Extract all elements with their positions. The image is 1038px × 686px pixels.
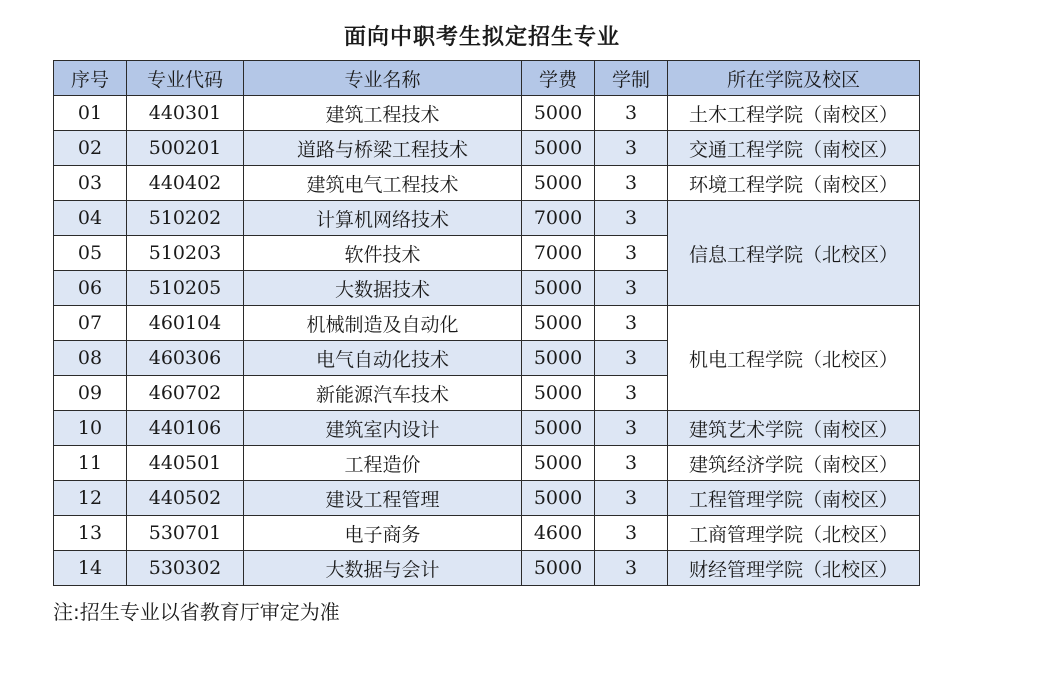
table-row [54, 551, 920, 586]
header-college-campus: 所在学院及校区 [668, 61, 920, 96]
cell-college-campus: 工程管理学院（南校区） [668, 481, 920, 516]
cell-major-name: 建筑室内设计 [244, 411, 522, 446]
cell-tuition: 5000 [522, 271, 595, 306]
cell-duration: 3 [595, 411, 668, 446]
cell-serial-number: 05 [54, 236, 127, 271]
cell-major-name: 大数据技术 [244, 271, 522, 306]
table-row [54, 96, 920, 131]
table-row [54, 306, 920, 341]
cell-serial-number: 08 [54, 341, 127, 376]
cell-major-code: 460104 [127, 306, 244, 341]
table-row [54, 446, 920, 481]
cell-duration: 3 [595, 236, 668, 271]
cell-duration: 3 [595, 131, 668, 166]
cell-tuition: 7000 [522, 236, 595, 271]
cell-tuition: 7000 [522, 201, 595, 236]
cell-major-name: 电气自动化技术 [244, 341, 522, 376]
cell-tuition: 5000 [522, 306, 595, 341]
cell-major-name: 大数据与会计 [244, 551, 522, 586]
cell-tuition: 5000 [522, 411, 595, 446]
cell-college-campus: 土木工程学院（南校区） [668, 96, 920, 131]
cell-duration: 3 [595, 446, 668, 481]
cell-serial-number: 10 [54, 411, 127, 446]
cell-tuition: 5000 [522, 341, 595, 376]
table-header-row [54, 61, 920, 96]
cell-major-code: 510203 [127, 236, 244, 271]
majors-table [53, 60, 920, 586]
cell-tuition: 5000 [522, 376, 595, 411]
cell-major-code: 530302 [127, 551, 244, 586]
cell-college-campus: 机电工程学院（北校区） [668, 306, 920, 411]
cell-major-name: 电子商务 [244, 516, 522, 551]
header-serial-number: 序号 [54, 61, 127, 96]
cell-duration: 3 [595, 271, 668, 306]
cell-serial-number: 06 [54, 271, 127, 306]
cell-duration: 3 [595, 201, 668, 236]
cell-college-campus: 财经管理学院（北校区） [668, 551, 920, 586]
cell-tuition: 5000 [522, 166, 595, 201]
cell-major-name: 道路与桥梁工程技术 [244, 131, 522, 166]
cell-major-code: 500201 [127, 131, 244, 166]
table-row [54, 131, 920, 166]
cell-major-name: 软件技术 [244, 236, 522, 271]
cell-duration: 3 [595, 166, 668, 201]
cell-duration: 3 [595, 341, 668, 376]
cell-college-campus: 交通工程学院（南校区） [668, 131, 920, 166]
cell-duration: 3 [595, 96, 668, 131]
cell-tuition: 5000 [522, 96, 595, 131]
cell-major-name: 建筑工程技术 [244, 96, 522, 131]
cell-major-code: 460306 [127, 341, 244, 376]
cell-college-campus: 建筑经济学院（南校区） [668, 446, 920, 481]
cell-major-name: 新能源汽车技术 [244, 376, 522, 411]
cell-serial-number: 14 [54, 551, 127, 586]
cell-major-code: 510205 [127, 271, 244, 306]
cell-tuition: 4600 [522, 516, 595, 551]
header-major-name: 专业名称 [244, 61, 522, 96]
cell-major-code: 440106 [127, 411, 244, 446]
cell-major-name: 机械制造及自动化 [244, 306, 522, 341]
cell-serial-number: 01 [54, 96, 127, 131]
cell-major-name: 计算机网络技术 [244, 201, 522, 236]
cell-major-name: 建设工程管理 [244, 481, 522, 516]
cell-tuition: 5000 [522, 551, 595, 586]
cell-serial-number: 12 [54, 481, 127, 516]
cell-duration: 3 [595, 516, 668, 551]
cell-major-code: 440502 [127, 481, 244, 516]
cell-major-code: 440301 [127, 96, 244, 131]
cell-college-campus: 工商管理学院（北校区） [668, 516, 920, 551]
cell-major-code: 440501 [127, 446, 244, 481]
cell-serial-number: 11 [54, 446, 127, 481]
header-duration: 学制 [595, 61, 668, 96]
cell-duration: 3 [595, 481, 668, 516]
cell-duration: 3 [595, 306, 668, 341]
cell-duration: 3 [595, 551, 668, 586]
page-title: 面向中职考生拟定招生专业 [343, 25, 620, 50]
cell-college-campus: 信息工程学院（北校区） [668, 201, 920, 306]
table-row [54, 201, 920, 236]
cell-major-code: 440402 [127, 166, 244, 201]
header-tuition: 学费 [522, 61, 595, 96]
cell-tuition: 5000 [522, 131, 595, 166]
cell-major-code: 530701 [127, 516, 244, 551]
cell-duration: 3 [595, 376, 668, 411]
cell-tuition: 5000 [522, 481, 595, 516]
cell-serial-number: 07 [54, 306, 127, 341]
footnote: 注:招生专业以省教育厅审定为准 [53, 600, 340, 624]
table-row [54, 481, 920, 516]
cell-major-name: 工程造价 [244, 446, 522, 481]
cell-major-code: 460702 [127, 376, 244, 411]
table-row [54, 516, 920, 551]
cell-serial-number: 04 [54, 201, 127, 236]
table-row [54, 166, 920, 201]
cell-serial-number: 03 [54, 166, 127, 201]
cell-tuition: 5000 [522, 446, 595, 481]
cell-serial-number: 13 [54, 516, 127, 551]
cell-major-name: 建筑电气工程技术 [244, 166, 522, 201]
header-major-code: 专业代码 [127, 61, 244, 96]
cell-college-campus: 环境工程学院（南校区） [668, 166, 920, 201]
cell-college-campus: 建筑艺术学院（南校区） [668, 411, 920, 446]
cell-serial-number: 09 [54, 376, 127, 411]
cell-major-code: 510202 [127, 201, 244, 236]
cell-serial-number: 02 [54, 131, 127, 166]
table-row [54, 411, 920, 446]
